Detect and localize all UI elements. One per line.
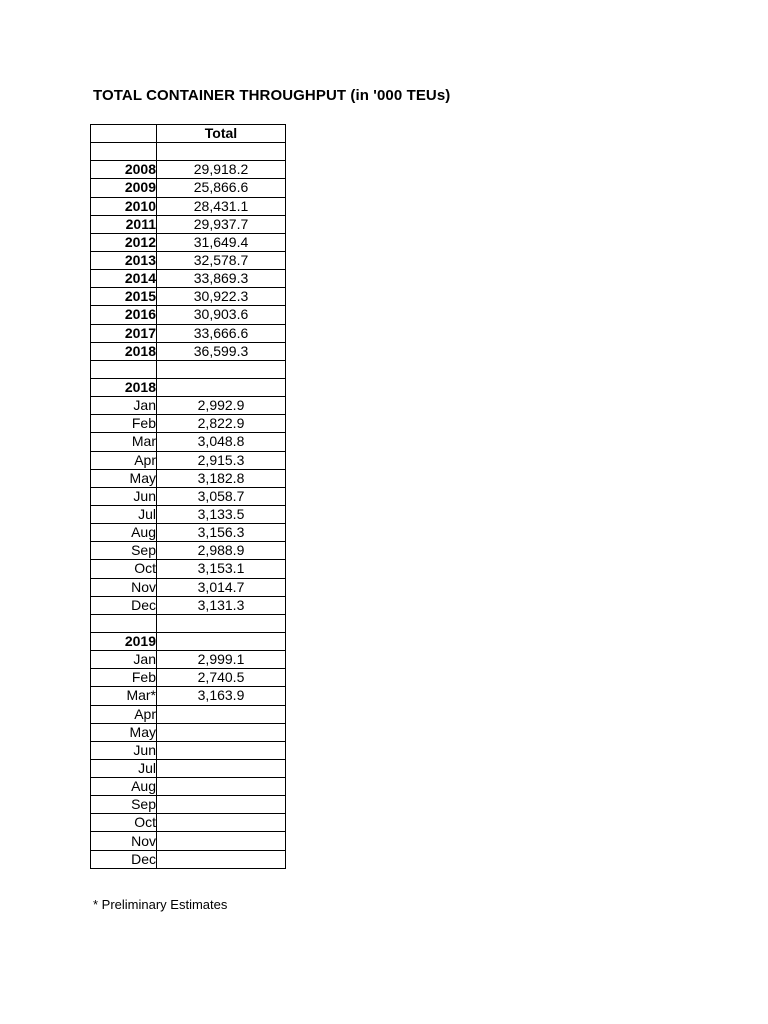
year-label: 2009	[91, 179, 157, 197]
empty-cell	[157, 614, 286, 632]
monthly-value	[157, 759, 286, 777]
year-label: 2016	[91, 306, 157, 324]
annual-row	[91, 324, 286, 342]
month-row	[91, 469, 286, 487]
empty-cell	[157, 632, 286, 650]
monthly-value: 2,999.1	[157, 651, 286, 669]
monthly-value: 3,153.1	[157, 560, 286, 578]
year-label: 2013	[91, 251, 157, 269]
monthly-value: 3,182.8	[157, 469, 286, 487]
year-label: 2008	[91, 161, 157, 179]
spacer-row	[91, 143, 286, 161]
month-row	[91, 542, 286, 560]
annual-total-value: 32,578.7	[157, 251, 286, 269]
month-label: Feb	[91, 415, 157, 433]
month-label: Aug	[91, 524, 157, 542]
year-label: 2018	[91, 378, 157, 396]
annual-total-value: 28,431.1	[157, 197, 286, 215]
month-row	[91, 687, 286, 705]
monthly-value	[157, 814, 286, 832]
month-row	[91, 778, 286, 796]
header-label-cell	[91, 125, 157, 143]
table-header-row	[91, 125, 286, 143]
page-title: TOTAL CONTAINER THROUGHPUT (in '000 TEUs)	[93, 87, 451, 104]
throughput-table	[90, 124, 286, 869]
monthly-value: 3,014.7	[157, 578, 286, 596]
monthly-value: 3,058.7	[157, 487, 286, 505]
month-row	[91, 759, 286, 777]
month-row	[91, 832, 286, 850]
annual-row	[91, 161, 286, 179]
monthly-value	[157, 796, 286, 814]
year-label: 2018	[91, 342, 157, 360]
annual-row	[91, 215, 286, 233]
annual-row	[91, 270, 286, 288]
month-label: Jun	[91, 741, 157, 759]
month-row	[91, 796, 286, 814]
monthly-value	[157, 850, 286, 868]
annual-row	[91, 342, 286, 360]
month-label: Apr	[91, 705, 157, 723]
monthly-value: 3,048.8	[157, 433, 286, 451]
year-label: 2019	[91, 632, 157, 650]
month-label: Aug	[91, 778, 157, 796]
monthly-value	[157, 723, 286, 741]
month-label: Apr	[91, 451, 157, 469]
month-label: Nov	[91, 832, 157, 850]
annual-row	[91, 306, 286, 324]
monthly-value: 2,988.9	[157, 542, 286, 560]
month-label: Jul	[91, 759, 157, 777]
month-row	[91, 505, 286, 523]
year-header-row	[91, 378, 286, 396]
monthly-value: 2,740.5	[157, 669, 286, 687]
year-label: 2014	[91, 270, 157, 288]
month-row	[91, 415, 286, 433]
month-row	[91, 723, 286, 741]
annual-row	[91, 197, 286, 215]
year-label: 2010	[91, 197, 157, 215]
month-row	[91, 741, 286, 759]
month-label: Oct	[91, 560, 157, 578]
year-label: 2017	[91, 324, 157, 342]
annual-total-value: 30,922.3	[157, 288, 286, 306]
monthly-value: 3,131.3	[157, 596, 286, 614]
month-label: Dec	[91, 596, 157, 614]
empty-cell	[157, 360, 286, 378]
monthly-value: 3,133.5	[157, 505, 286, 523]
year-header-row	[91, 632, 286, 650]
month-label: Jul	[91, 505, 157, 523]
month-row	[91, 433, 286, 451]
footnote: * Preliminary Estimates	[93, 897, 228, 912]
month-row	[91, 397, 286, 415]
monthly-value: 3,163.9	[157, 687, 286, 705]
annual-total-value: 29,937.7	[157, 215, 286, 233]
month-row	[91, 850, 286, 868]
monthly-value	[157, 741, 286, 759]
empty-cell	[157, 378, 286, 396]
month-row	[91, 651, 286, 669]
empty-cell	[91, 360, 157, 378]
month-row	[91, 578, 286, 596]
throughput-table-body	[91, 125, 286, 869]
month-row	[91, 705, 286, 723]
monthly-value: 2,822.9	[157, 415, 286, 433]
monthly-value: 3,156.3	[157, 524, 286, 542]
empty-cell	[91, 143, 157, 161]
month-label: May	[91, 469, 157, 487]
month-label: Jan	[91, 397, 157, 415]
month-row	[91, 596, 286, 614]
spacer-row	[91, 360, 286, 378]
month-label: May	[91, 723, 157, 741]
total-column-header: Total	[157, 125, 286, 143]
monthly-value	[157, 778, 286, 796]
annual-row	[91, 179, 286, 197]
month-label: Sep	[91, 542, 157, 560]
annual-row	[91, 233, 286, 251]
annual-row	[91, 288, 286, 306]
month-label: Nov	[91, 578, 157, 596]
month-row	[91, 560, 286, 578]
annual-total-value: 30,903.6	[157, 306, 286, 324]
month-row	[91, 814, 286, 832]
month-row	[91, 487, 286, 505]
annual-row	[91, 251, 286, 269]
year-label: 2012	[91, 233, 157, 251]
annual-total-value: 36,599.3	[157, 342, 286, 360]
monthly-value	[157, 705, 286, 723]
empty-cell	[157, 143, 286, 161]
empty-cell	[91, 614, 157, 632]
year-label: 2015	[91, 288, 157, 306]
month-label: Oct	[91, 814, 157, 832]
year-label: 2011	[91, 215, 157, 233]
spacer-row	[91, 614, 286, 632]
annual-total-value: 29,918.2	[157, 161, 286, 179]
month-label: Mar*	[91, 687, 157, 705]
month-label: Dec	[91, 850, 157, 868]
monthly-value: 2,915.3	[157, 451, 286, 469]
month-row	[91, 524, 286, 542]
month-label: Jan	[91, 651, 157, 669]
month-label: Jun	[91, 487, 157, 505]
annual-total-value: 25,866.6	[157, 179, 286, 197]
monthly-value	[157, 832, 286, 850]
annual-total-value: 31,649.4	[157, 233, 286, 251]
annual-total-value: 33,666.6	[157, 324, 286, 342]
month-label: Mar	[91, 433, 157, 451]
month-label: Sep	[91, 796, 157, 814]
month-row	[91, 451, 286, 469]
month-row	[91, 669, 286, 687]
month-label: Feb	[91, 669, 157, 687]
monthly-value: 2,992.9	[157, 397, 286, 415]
annual-total-value: 33,869.3	[157, 270, 286, 288]
